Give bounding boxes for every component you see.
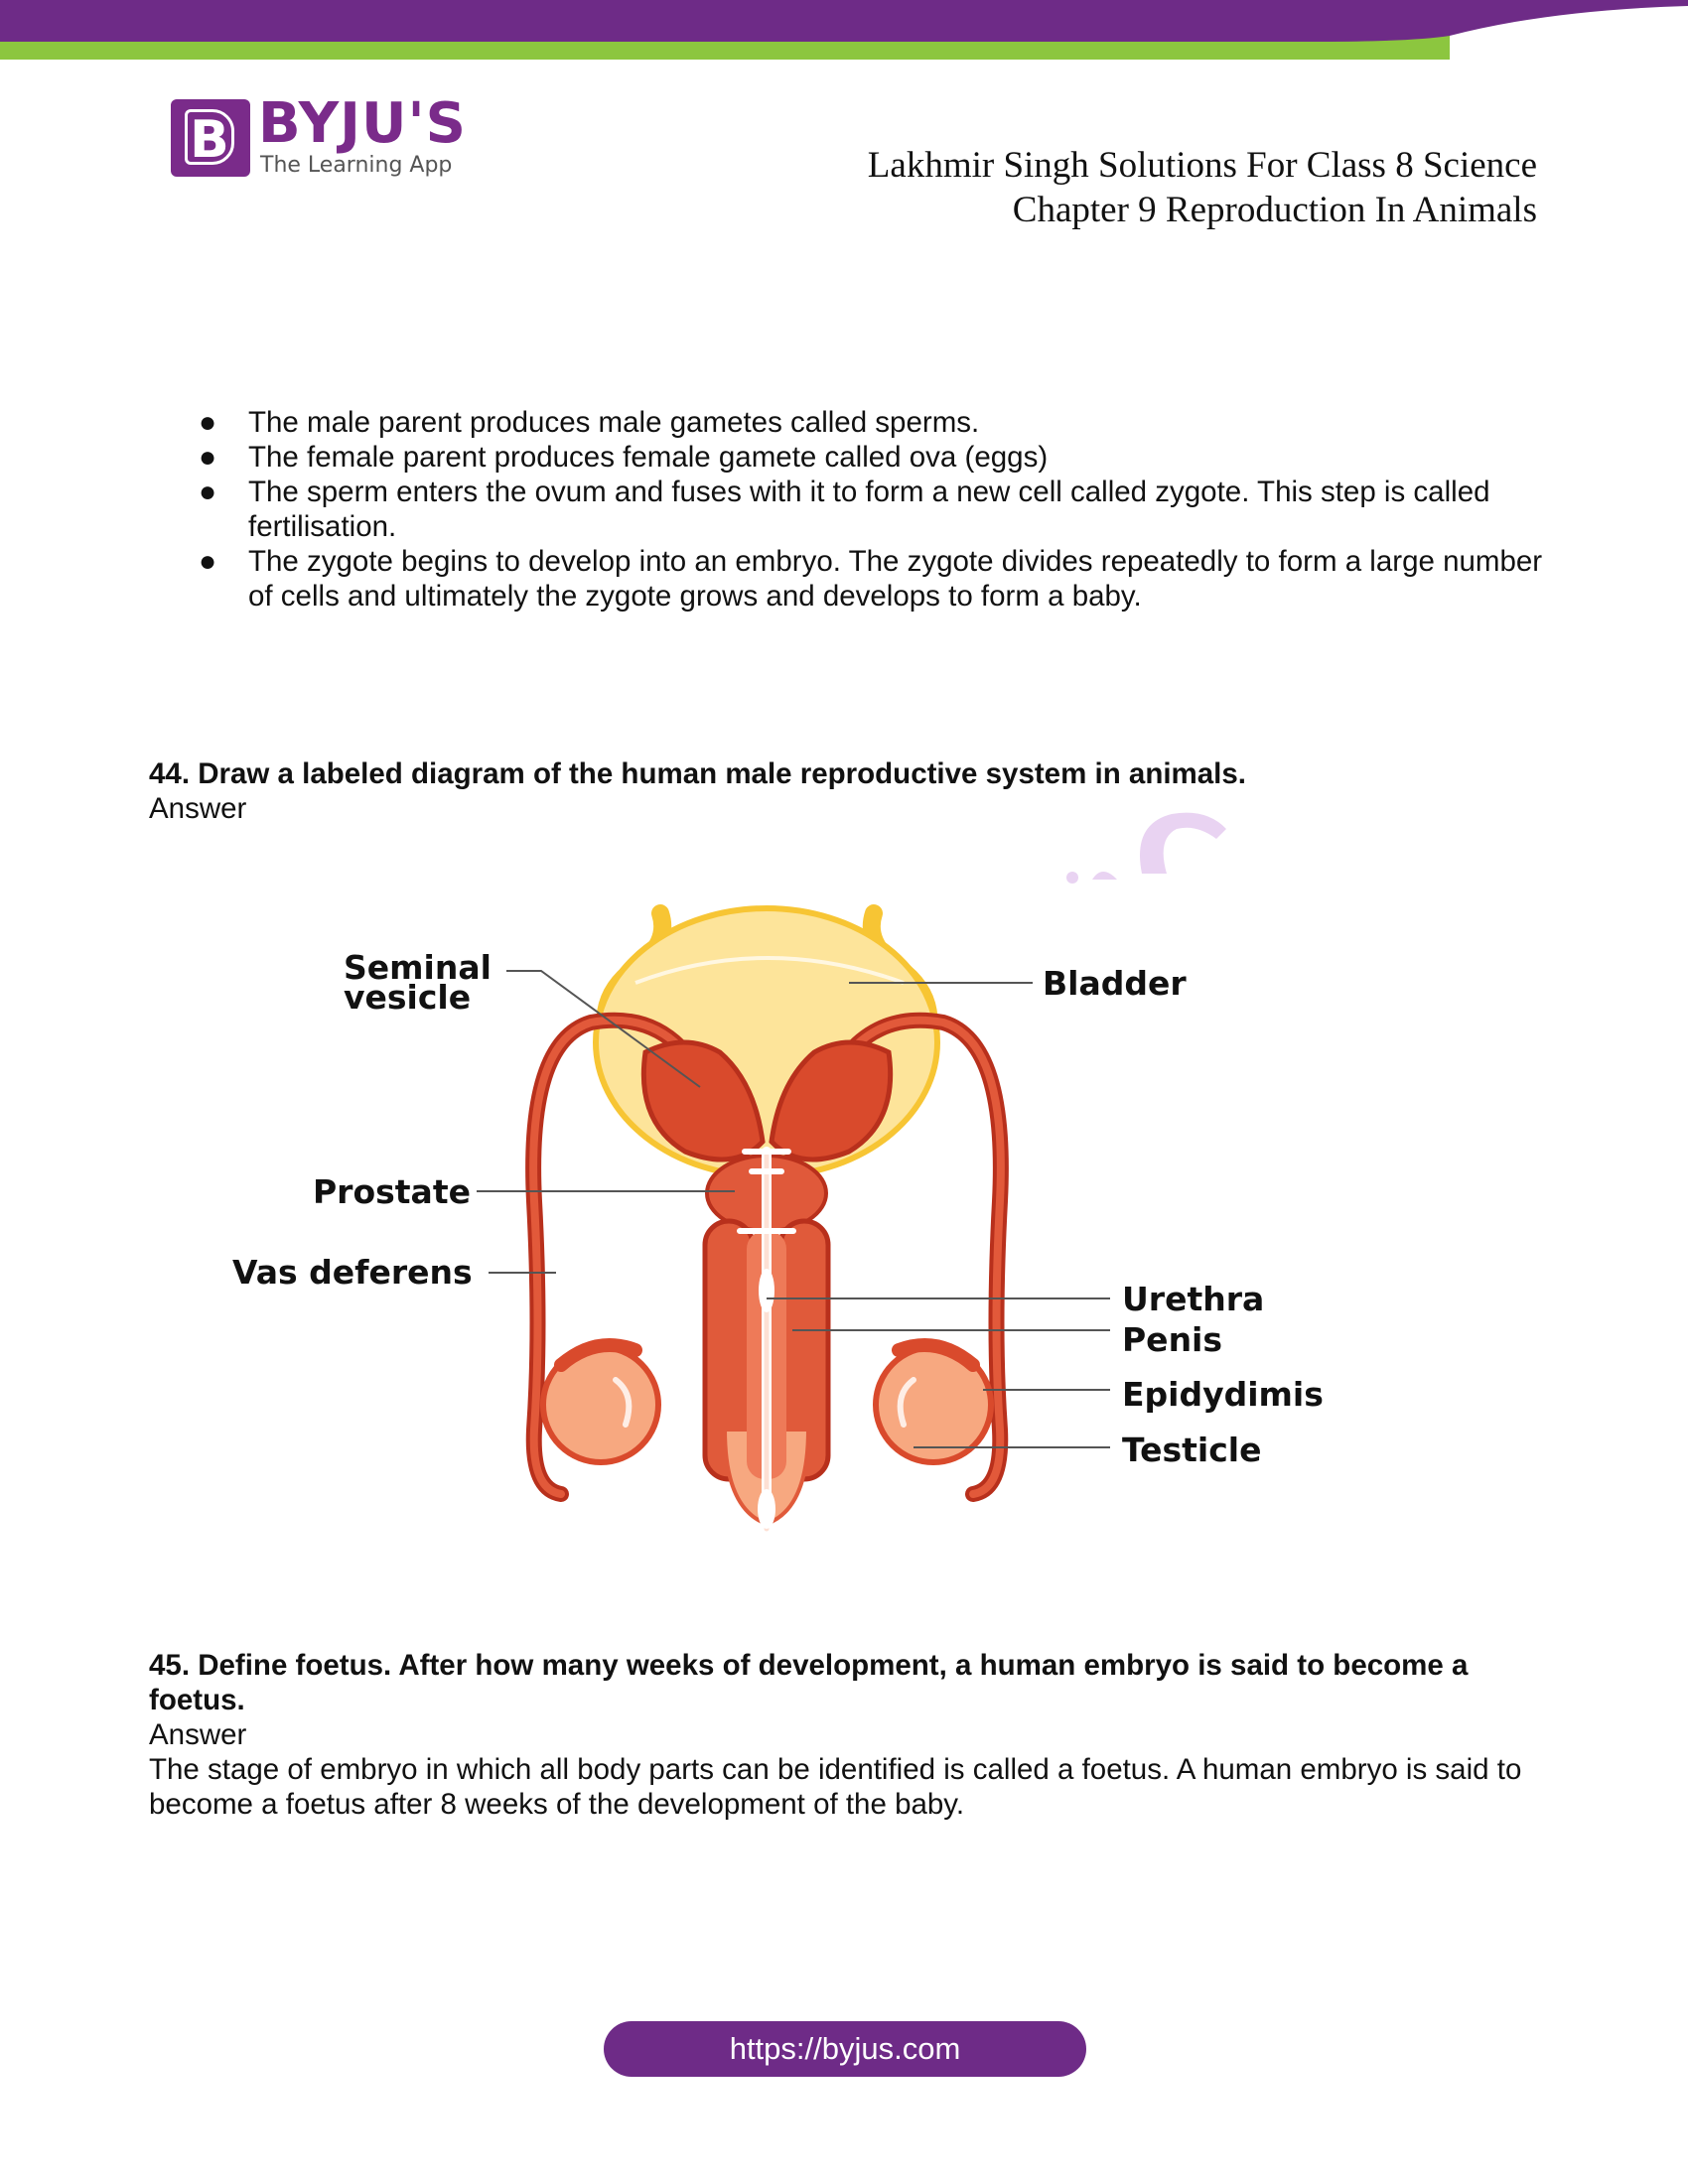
question-44-section bbox=[149, 756, 1559, 826]
list-item: ● The sperm enters the ovum and fuses with it to form a new cell called zygote. This step is called fertilisation. bbox=[199, 476, 1490, 543]
answer-45-text: The stage of embryo in which all body parts can be identified is called a foetus. A human embryo is said to become a foetus after 8 weeks of the development of the baby. bbox=[149, 1753, 1522, 1821]
header-title-line1: Lakhmir Singh Solutions For Class 8 Science bbox=[867, 145, 1537, 186]
watermark-icon bbox=[993, 794, 1251, 884]
label-bladder: Bladder bbox=[1043, 964, 1187, 1003]
label-epididymis: Epidydimis bbox=[1122, 1375, 1324, 1414]
label-seminal-vesicle-line2: vesicle bbox=[344, 978, 472, 1017]
document-header bbox=[868, 143, 1537, 232]
bullet-icon: ● bbox=[199, 406, 217, 439]
list-item: ● The female parent produces female gamete called ova (eggs) bbox=[199, 441, 1049, 474]
label-penis: Penis bbox=[1122, 1320, 1223, 1359]
answer-label: Answer bbox=[149, 1718, 247, 1751]
header-title-line2: Chapter 9 Reproduction In Animals bbox=[1012, 190, 1537, 230]
logo-name: BYJU'S bbox=[258, 91, 467, 156]
list-item: ● The zygote begins to develop into an embryo. The zygote divides repeatedly to form a large number of cells and ultimately the zygote grows and develops to form a baby. bbox=[199, 545, 1543, 613]
footer-url-link[interactable]: https://byjus.com bbox=[604, 2021, 1086, 2077]
bullet-icon: ● bbox=[199, 545, 217, 578]
bladder-organ bbox=[596, 908, 937, 1176]
answer-label: Answer bbox=[149, 792, 247, 825]
question-45-section bbox=[149, 1648, 1559, 1822]
list-item: ● The male parent produces male gametes called sperms. bbox=[199, 406, 980, 439]
bullet-icon: ● bbox=[199, 441, 217, 474]
label-prostate: Prostate bbox=[313, 1172, 471, 1211]
question-44: 44. Draw a labeled diagram of the human male reproductive system in animals. bbox=[149, 757, 1246, 790]
question-45: 45. Define foetus. After how many weeks of development, a human embryo is said to become a foetus. bbox=[149, 1649, 1469, 1716]
bullet-list bbox=[189, 405, 1559, 614]
top-banner bbox=[0, 0, 1688, 60]
male-reproductive-system-diagram bbox=[218, 874, 1390, 1588]
bullet-icon: ● bbox=[199, 476, 217, 508]
byjus-logo bbox=[171, 91, 469, 183]
logo-tagline: The Learning App bbox=[260, 153, 453, 178]
label-vas-deferens: Vas deferens bbox=[232, 1253, 473, 1292]
logo-mark bbox=[171, 99, 250, 177]
logo-b-icon: B bbox=[185, 109, 234, 165]
label-testicle: Testicle bbox=[1122, 1431, 1262, 1469]
label-seminal-vesicle-line1: Seminal bbox=[344, 948, 492, 987]
label-urethra: Urethra bbox=[1122, 1280, 1265, 1318]
